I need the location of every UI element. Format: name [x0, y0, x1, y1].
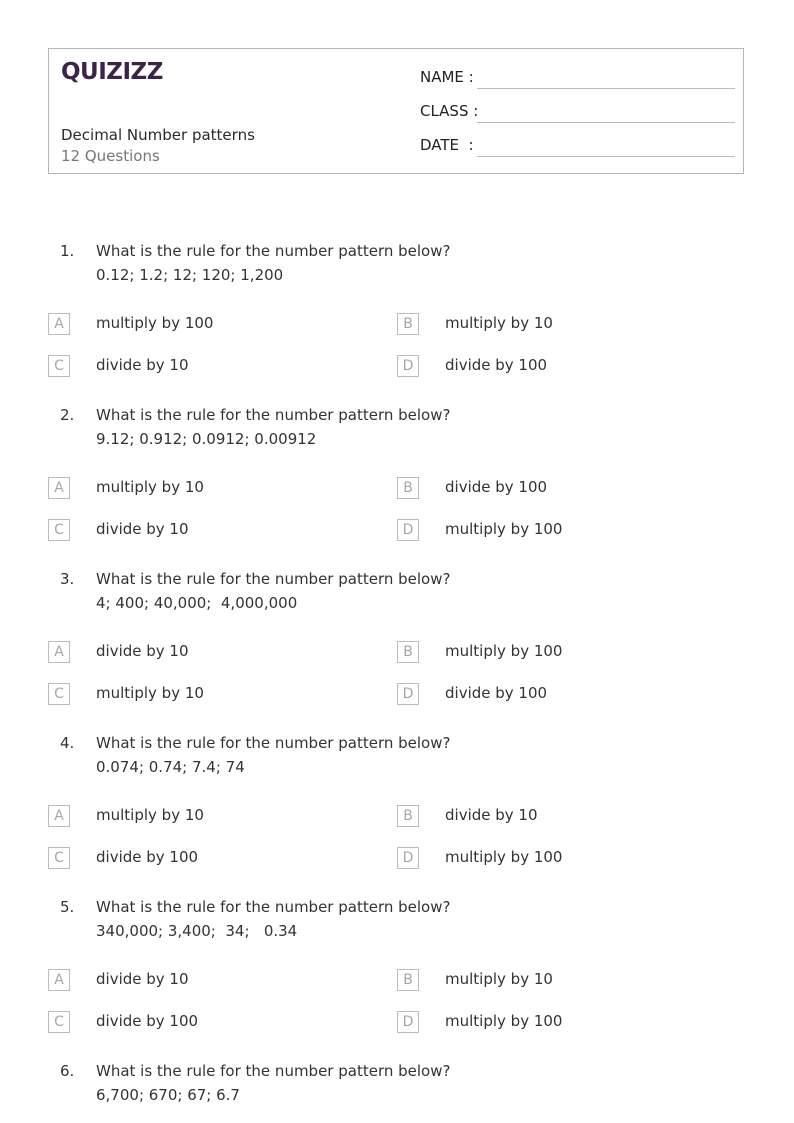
name-label: NAME :	[420, 68, 474, 86]
date-field[interactable]	[420, 136, 735, 160]
option-letter: C	[48, 683, 70, 705]
question-number: 2.	[60, 406, 75, 424]
question-text: What is the rule for the number pattern below?	[96, 734, 451, 752]
question-number: 3.	[60, 570, 75, 588]
class-line[interactable]	[477, 122, 735, 123]
quizizz-logo: QUIZIZZ	[61, 59, 163, 85]
option-letter: B	[397, 641, 419, 663]
option-letter: D	[397, 683, 419, 705]
question-5	[0, 898, 794, 1058]
option-letter: A	[48, 805, 70, 827]
question-number: 1.	[60, 242, 75, 260]
number-sequence: 0.12; 1.2; 12; 120; 1,200	[96, 266, 284, 284]
option-text: multiply by 10	[96, 478, 204, 496]
option-letter: D	[397, 847, 419, 869]
option-text: multiply by 10	[445, 314, 553, 332]
worksheet-header	[48, 48, 744, 174]
option-text: multiply by 100	[445, 848, 563, 866]
class-label: CLASS :	[420, 102, 479, 120]
question-count: 12 Questions	[61, 147, 160, 165]
option-letter: D	[397, 1011, 419, 1033]
option-letter: C	[48, 1011, 70, 1033]
number-sequence: 4; 400; 40,000; 4,000,000	[96, 594, 298, 612]
option-text: divide by 100	[96, 1012, 199, 1030]
option-text: divide by 100	[96, 848, 199, 866]
option-letter: A	[48, 477, 70, 499]
option-letter: B	[397, 477, 419, 499]
question-2	[0, 406, 794, 566]
name-line[interactable]	[477, 88, 735, 89]
date-line[interactable]	[477, 156, 735, 157]
option-letter: A	[48, 313, 70, 335]
option-text: multiply by 10	[445, 970, 553, 988]
option-text: divide by 10	[96, 970, 189, 988]
option-text: multiply by 100	[445, 642, 563, 660]
question-3	[0, 570, 794, 730]
option-text: multiply by 100	[445, 1012, 563, 1030]
question-6	[0, 1062, 794, 1112]
question-text: What is the rule for the number pattern below?	[96, 1062, 451, 1080]
date-label: DATE :	[420, 136, 474, 154]
class-field[interactable]	[420, 102, 735, 126]
number-sequence: 0.074; 0.74; 7.4; 74	[96, 758, 245, 776]
question-number: 4.	[60, 734, 75, 752]
option-text: divide by 10	[445, 806, 538, 824]
option-text: multiply by 100	[96, 314, 214, 332]
number-sequence: 9.12; 0.912; 0.0912; 0.00912	[96, 430, 317, 448]
option-letter: B	[397, 313, 419, 335]
question-text: What is the rule for the number pattern below?	[96, 898, 451, 916]
question-text: What is the rule for the number pattern below?	[96, 242, 451, 260]
option-text: multiply by 10	[96, 684, 204, 702]
option-text: divide by 100	[445, 356, 548, 374]
option-letter: D	[397, 519, 419, 541]
option-letter: D	[397, 355, 419, 377]
option-letter: C	[48, 847, 70, 869]
number-sequence: 6,700; 670; 67; 6.7	[96, 1086, 240, 1104]
option-letter: B	[397, 969, 419, 991]
option-letter: A	[48, 969, 70, 991]
option-text: divide by 10	[96, 642, 189, 660]
option-text: divide by 100	[445, 478, 548, 496]
question-text: What is the rule for the number pattern below?	[96, 570, 451, 588]
question-4	[0, 734, 794, 894]
option-letter: A	[48, 641, 70, 663]
question-number: 6.	[60, 1062, 75, 1080]
question-number: 5.	[60, 898, 75, 916]
question-text: What is the rule for the number pattern below?	[96, 406, 451, 424]
question-1	[0, 242, 794, 402]
option-text: divide by 10	[96, 356, 189, 374]
number-sequence: 340,000; 3,400; 34; 0.34	[96, 922, 298, 940]
option-text: multiply by 100	[445, 520, 563, 538]
option-text: divide by 100	[445, 684, 548, 702]
option-letter: C	[48, 355, 70, 377]
option-letter: B	[397, 805, 419, 827]
worksheet-title: Decimal Number patterns	[61, 126, 255, 144]
option-text: multiply by 10	[96, 806, 204, 824]
option-letter: C	[48, 519, 70, 541]
name-field[interactable]	[420, 68, 735, 92]
option-text: divide by 10	[96, 520, 189, 538]
